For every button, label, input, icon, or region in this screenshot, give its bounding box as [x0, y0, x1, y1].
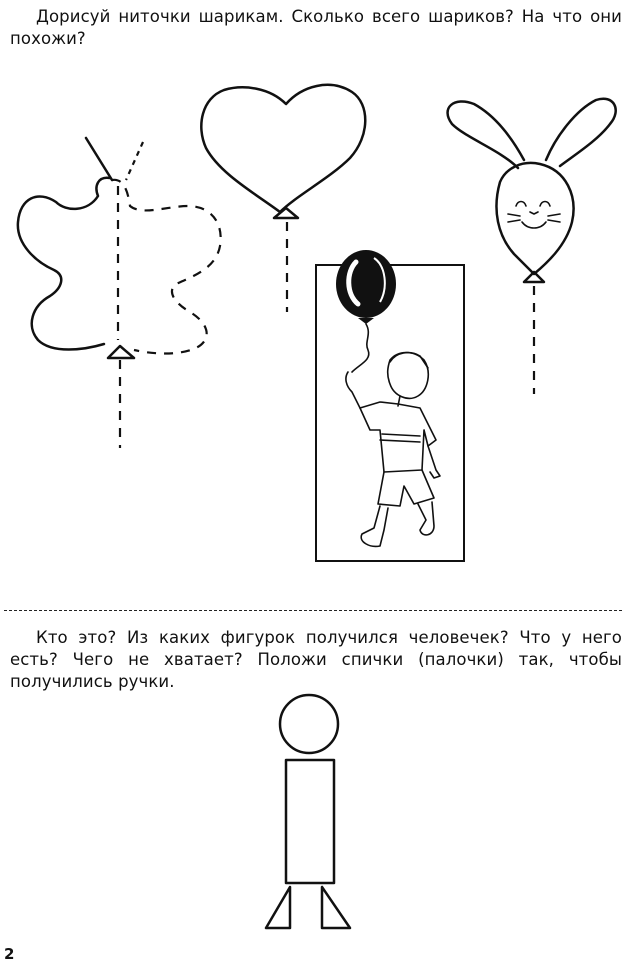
- figure-head-circle: [280, 695, 338, 753]
- section-divider: [4, 610, 622, 611]
- figure-body-rectangle: [286, 760, 334, 883]
- figure-left-leg-triangle: [266, 887, 290, 928]
- task-2-instructions: Кто это? Из каких фигурок получился человечек? Что у него есть? Чего не хватает? Положи спички (палочки) так, чтобы получились ручки.: [10, 628, 622, 691]
- boy: [346, 353, 440, 547]
- figure-right-leg-triangle: [322, 887, 350, 928]
- round-balloon: [336, 250, 396, 372]
- page-number: 2: [4, 945, 15, 963]
- butterfly-balloon: [18, 138, 221, 448]
- bunny-balloon: [448, 99, 616, 394]
- task-1-instructions: Дорисуй ниточки шарикам. Сколько всего шариков? На что они похожи?: [10, 7, 622, 48]
- boy-with-balloon-picture: [316, 250, 464, 561]
